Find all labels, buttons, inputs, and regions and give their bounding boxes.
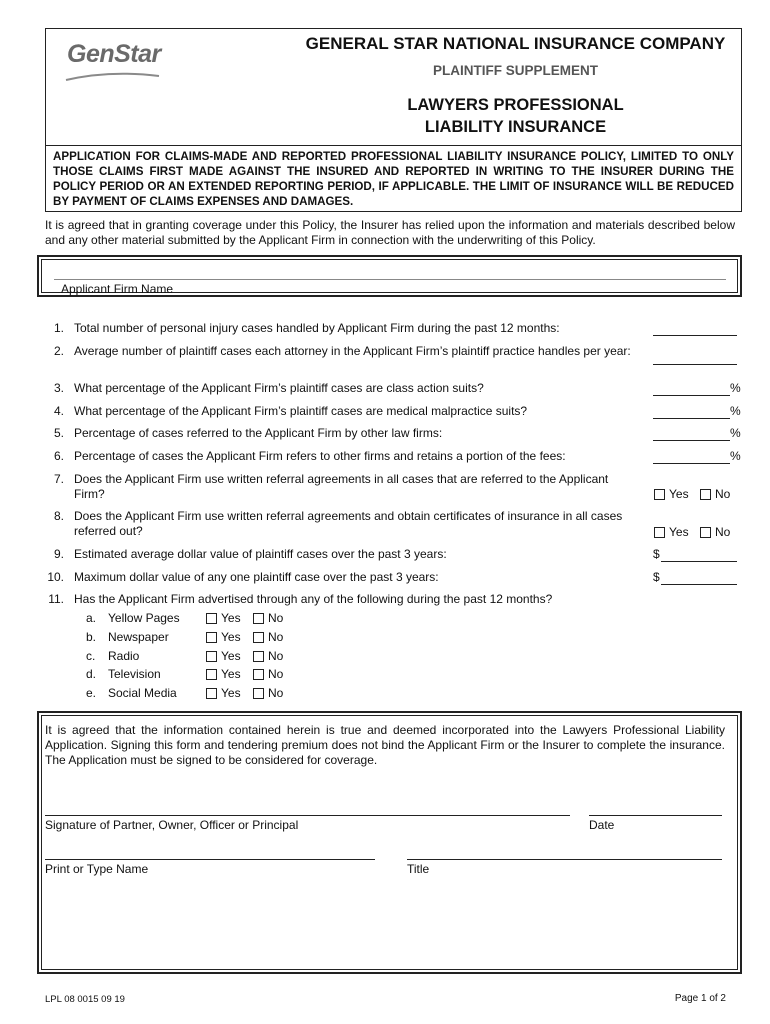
applicant-firm-name-label: Applicant Firm Name	[61, 282, 174, 296]
percent-sign: %	[730, 449, 741, 463]
question-text: Percentage of cases referred to the Applicant Firm by other law firms:	[74, 426, 443, 440]
signature-field[interactable]	[45, 815, 570, 816]
q8-yes-option[interactable]	[654, 525, 689, 539]
signature-label: Signature of Partner, Owner, Officer or Principal	[45, 818, 299, 832]
company-name: GENERAL STAR NATIONAL INSURANCE COMPANY	[305, 34, 726, 53]
percent-sign: %	[730, 381, 741, 395]
q4-answer-field[interactable]	[653, 404, 730, 419]
applicant-firm-box	[37, 255, 742, 297]
yellow-pages-no-option[interactable]	[253, 611, 283, 625]
form-number: LPL 08 0015 09 19	[45, 994, 125, 1005]
no-label: No	[715, 487, 731, 501]
question-text: Average number of plaintiff cases each attorney in the Applicant Firm’s plaintiff practice handles per year:	[74, 344, 631, 358]
newspaper-no-option[interactable]	[253, 630, 283, 644]
sub-item-letter: d.	[86, 667, 97, 681]
agreement-paragraph: It is agreed that the information contained herein is true and deemed incorporated into the Lawyers Professional Liability Application. Signing this form and tendering premium does not bind the Applicant Firm or the Insurer to complete the insurance. The Application must be signed to be considered for coverage.	[45, 723, 725, 767]
no-label: No	[715, 525, 731, 539]
sub-item-letter: c.	[86, 649, 96, 663]
q3-answer-field[interactable]	[653, 381, 730, 396]
sub-item-letter: e.	[86, 686, 97, 700]
yes-label: Yes	[221, 649, 241, 663]
logo	[45, 28, 293, 146]
policy-notice: APPLICATION FOR CLAIMS-MADE AND REPORTED PROFESSIONAL LIABILITY INSURANCE POLICY, LIMITED TO ONLY THOSE CLAIMS FIRST MADE AGAINST THE INSURED AND REPORTED IN WRITING TO THE INSURER DURING THE POLICY PERIOD OR AN EXTENDED REPORTING PERIOD, IF APPLICABLE. THE LIMIT OF INSURANCE WILL BE REDUCED BY PAYMENT OF CLAIMS EXPENSES AND DAMAGES.	[45, 146, 742, 212]
logo-swoosh-icon	[65, 72, 161, 82]
question-number: 5.	[53, 426, 64, 440]
print-name-field[interactable]	[45, 859, 375, 860]
question-number: 6.	[53, 449, 64, 463]
sub-item-label: Radio	[108, 649, 140, 663]
checkbox[interactable]	[253, 669, 264, 680]
logo-text: GenStar	[67, 40, 161, 68]
no-label: No	[268, 667, 284, 681]
checkbox[interactable]	[253, 613, 264, 624]
q9-answer-field[interactable]	[661, 547, 737, 562]
checkbox[interactable]	[206, 688, 217, 699]
checkbox[interactable]	[253, 688, 264, 699]
intro-paragraph: It is agreed that in granting coverage under this Policy, the Insurer has relied upon the information and materials described below and any other material submitted by the Applicant Firm in connection with the underwriting of this Policy.	[45, 218, 735, 247]
question-number: 7.	[53, 472, 64, 486]
checkbox[interactable]	[654, 527, 665, 538]
checkbox[interactable]	[206, 632, 217, 643]
checkbox[interactable]	[700, 489, 711, 500]
question-number: 11.	[48, 592, 64, 606]
title-field[interactable]	[407, 859, 722, 860]
percent-sign: %	[730, 426, 741, 440]
applicant-firm-name-field[interactable]	[54, 279, 726, 280]
q6-answer-field[interactable]	[653, 449, 730, 464]
question-text: Has the Applicant Firm advertised through any of the following during the past 12 months?	[74, 592, 553, 606]
question-text: Percentage of cases the Applicant Firm refers to other firms and retains a portion of the fees:	[74, 449, 566, 463]
yes-label: Yes	[221, 611, 241, 625]
social-media-no-option[interactable]	[253, 686, 283, 700]
sub-item-label: Newspaper	[108, 630, 169, 644]
checkbox[interactable]	[654, 489, 665, 500]
print-name-label: Print or Type Name	[45, 862, 149, 876]
radio-no-option[interactable]	[253, 649, 283, 663]
yes-label: Yes	[221, 630, 241, 644]
form-title-line-2: LIABILITY INSURANCE	[424, 118, 607, 136]
question-number: 4.	[53, 404, 64, 418]
checkbox[interactable]	[206, 669, 217, 680]
question-text: Total number of personal injury cases handled by Applicant Firm during the past 12 months:	[74, 321, 560, 335]
page-number: Page 1 of 2	[674, 993, 726, 1004]
no-label: No	[268, 686, 284, 700]
sub-item-letter: a.	[86, 611, 97, 625]
yes-label: Yes	[669, 487, 689, 501]
checkbox[interactable]	[253, 651, 264, 662]
form-subtitle: PLAINTIFF SUPPLEMENT	[433, 63, 598, 78]
question-number: 2.	[53, 344, 64, 358]
question-number: 8.	[53, 509, 64, 523]
q1-answer-field[interactable]	[653, 321, 737, 336]
question-text: Does the Applicant Firm use written referral agreements in all cases that are referred to the Applicant Firm?	[74, 472, 609, 501]
no-label: No	[268, 649, 284, 663]
question-text: Estimated average dollar value of plaintiff cases over the past 3 years:	[74, 547, 447, 561]
dollar-sign: $	[653, 547, 660, 561]
form-title-line-1: LAWYERS PROFESSIONAL	[407, 96, 624, 114]
percent-sign: %	[730, 404, 741, 418]
question-text: What percentage of the Applicant Firm’s plaintiff cases are medical malpractice suits?	[74, 404, 528, 418]
television-yes-option[interactable]	[206, 667, 241, 681]
question-number: 1.	[53, 321, 64, 335]
title-label: Title	[407, 862, 430, 876]
sub-item-label: Yellow Pages	[108, 611, 180, 625]
date-field[interactable]	[589, 815, 722, 816]
question-text: What percentage of the Applicant Firm’s plaintiff cases are class action suits?	[74, 381, 484, 395]
checkbox[interactable]	[206, 651, 217, 662]
question-text: Maximum dollar value of any one plaintiff case over the past 3 years:	[74, 570, 439, 584]
q8-no-option[interactable]	[700, 525, 730, 539]
yes-label: Yes	[669, 525, 689, 539]
dollar-sign: $	[653, 570, 660, 584]
q5-answer-field[interactable]	[653, 426, 730, 441]
social-media-yes-option[interactable]	[206, 686, 241, 700]
yes-label: Yes	[221, 686, 241, 700]
sub-item-label: Social Media	[108, 686, 177, 700]
yes-label: Yes	[221, 667, 241, 681]
newspaper-yes-option[interactable]	[206, 630, 241, 644]
no-label: No	[268, 611, 284, 625]
sub-item-label: Television	[108, 667, 161, 681]
question-number: 3.	[53, 381, 64, 395]
no-label: No	[268, 630, 284, 644]
q10-answer-field[interactable]	[661, 570, 737, 585]
date-label: Date	[589, 818, 615, 832]
television-no-option[interactable]	[253, 667, 283, 681]
question-text: Does the Applicant Firm use written referral agreements and obtain certificates of insurance in all cases referred out?	[74, 509, 623, 538]
q7-no-option[interactable]	[700, 487, 730, 501]
question-number: 10.	[47, 570, 64, 584]
q7-yes-option[interactable]	[654, 487, 689, 501]
yellow-pages-yes-option[interactable]	[206, 611, 241, 625]
checkbox[interactable]	[206, 613, 217, 624]
question-number: 9.	[53, 547, 64, 561]
radio-yes-option[interactable]	[206, 649, 241, 663]
q2-answer-field[interactable]	[653, 350, 737, 365]
checkbox[interactable]	[253, 632, 264, 643]
checkbox[interactable]	[700, 527, 711, 538]
sub-item-letter: b.	[86, 630, 97, 644]
